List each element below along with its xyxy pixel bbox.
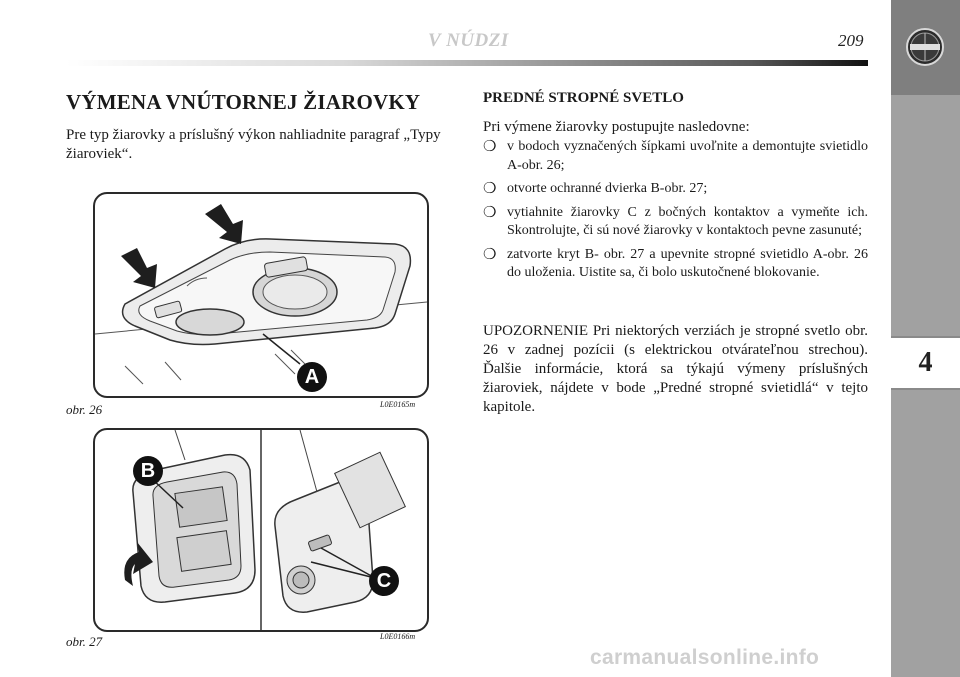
- watermark: carmanualsonline.info: [590, 646, 820, 669]
- figure-27-code: L0E0166m: [380, 632, 416, 641]
- note-text: UPOZORNENIE Pri niektorých verziách je stropné svetlo obr. 26 v zadnej pozícii (s elektrickou otvárateľnou strechou). Ďalšie informácie, ktorá sa týkajú výmeny príslušných žiaroviek, nájdete v bode „Predné stropné svietidlá“ v tejto kapitole.: [483, 323, 868, 415]
- bullet-icon: ❍: [483, 204, 497, 221]
- label-c: C: [376, 570, 392, 592]
- figure-26-caption: obr. 26: [66, 402, 103, 417]
- list-item: ❍ otvorte ochranné dvierka B-obr. 27;: [483, 181, 708, 197]
- figure-26: [93, 192, 429, 398]
- figure-27: [93, 428, 429, 632]
- intro-text: Pre typ žiarovky a príslušný výkon nahliadnite paragraf „Typy žiaroviek“.: [66, 127, 441, 162]
- lead-text: Pri výmene žiarovky postupujte nasledovne:: [483, 119, 750, 135]
- label-a: A: [304, 366, 320, 388]
- figure-26-code: L0E0165m: [380, 400, 416, 409]
- brand-logo-icon: [905, 27, 945, 72]
- bullet-icon: ❍: [483, 246, 497, 263]
- header-rule: [66, 60, 868, 66]
- section-title: V NÚDZI: [428, 30, 509, 51]
- page-title: VÝMENA VNÚTORNEJ ŽIAROVKY: [66, 90, 421, 114]
- bullet-icon: ❍: [483, 181, 497, 197]
- label-b: B: [140, 460, 156, 482]
- list-item: ❍ v bodoch vyznačených šípkami uvoľnite a demontujte svietidlo A-obr. 26;: [483, 139, 868, 173]
- section-heading: PREDNÉ STROPNÉ SVETLO: [483, 90, 684, 106]
- list-item: ❍ vytiahnite žiarovky C z bočných kontaktov a vymeňte ich. Skontrolujte, či sú nové žiarovky v kontaktoch pevne zasunuté;: [483, 204, 868, 238]
- page-number: 209: [838, 31, 864, 50]
- steps-list: [483, 138, 868, 288]
- figure-27-caption: obr. 27: [66, 634, 103, 649]
- list-item: ❍ zatvorte kryt B- obr. 27 a upevnite stropné svietidlo A-obr. 26 do uloženia. Uistite sa, či bolo uskutočnené blokovanie.: [483, 246, 868, 280]
- bullet-icon: ❍: [483, 139, 497, 155]
- chapter-number: 4: [918, 347, 933, 378]
- chapter-tab: [891, 336, 960, 390]
